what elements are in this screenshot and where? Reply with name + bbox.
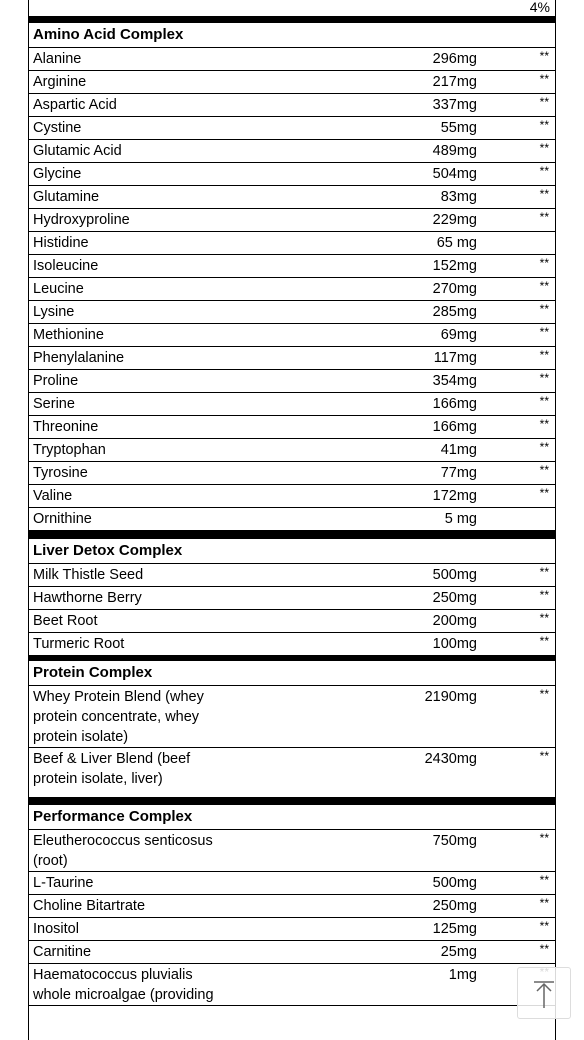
ingredient-row	[29, 347, 555, 370]
daily-value-marker: **	[539, 463, 549, 477]
ingredient-row	[29, 941, 555, 964]
ingredient-name: L-Taurine	[33, 875, 94, 891]
ingredient-name: Eleutherococcus senticosus (root)	[33, 833, 213, 869]
daily-value-marker: **	[539, 95, 549, 109]
daily-value-marker: **	[539, 72, 549, 86]
ingredient-amount: 217mg	[432, 74, 477, 90]
ingredient-row	[29, 209, 555, 232]
ingredient-name: Haematococcus pluvialis whole microalgae (providing	[33, 967, 214, 1003]
ingredient-row	[29, 508, 555, 531]
ingredient-amount: 125mg	[432, 921, 477, 937]
ingredient-amount: 354mg	[432, 373, 477, 389]
ingredient-name: Threonine	[33, 419, 99, 435]
ingredient-name: Choline Bitartrate	[33, 898, 146, 914]
ingredient-amount: 504mg	[432, 166, 477, 182]
daily-value-percent: 4%	[529, 0, 550, 15]
ingredient-row	[29, 393, 555, 416]
ingredient-amount: 285mg	[432, 304, 477, 320]
ingredient-name: Alanine	[33, 51, 82, 67]
daily-value-marker: **	[539, 588, 549, 602]
ingredient-row	[29, 416, 555, 439]
ingredient-name: Turmeric Root	[33, 636, 125, 652]
ingredient-amount: 270mg	[432, 281, 477, 297]
ingredient-amount: 2430mg	[424, 751, 477, 767]
ingredient-name: Methionine	[33, 327, 104, 343]
ingredient-amount: 100mg	[432, 636, 477, 652]
ingredient-amount: 69mg	[440, 327, 477, 343]
ingredient-sections	[29, 23, 555, 1006]
section-title: Performance Complex	[29, 805, 555, 830]
ingredient-row	[29, 964, 555, 1006]
ingredient-name: Proline	[33, 373, 79, 389]
ingredient-name: Tryptophan	[33, 442, 106, 458]
ingredient-name: Serine	[33, 396, 75, 412]
daily-value-marker: **	[539, 919, 549, 933]
ingredient-amount: 500mg	[432, 567, 477, 583]
ingredient-name: Tyrosine	[33, 465, 88, 481]
arrow-up-to-top-icon	[518, 968, 570, 1018]
ingredient-row	[29, 255, 555, 278]
ingredient-row	[29, 895, 555, 918]
daily-value-marker: **	[539, 873, 549, 887]
daily-value-marker: **	[539, 634, 549, 648]
ingredient-row	[29, 872, 555, 895]
ingredient-name: Lysine	[33, 304, 75, 320]
ingredient-row	[29, 94, 555, 117]
daily-value-marker: **	[539, 394, 549, 408]
ingredient-row	[29, 610, 555, 633]
ingredient-amount: 1mg	[448, 967, 477, 983]
ingredient-row	[29, 163, 555, 186]
ingredient-name: Milk Thistle Seed	[33, 567, 144, 583]
ingredient-name: Ornithine	[33, 511, 92, 527]
daily-value-marker: **	[539, 371, 549, 385]
daily-value-marker: **	[539, 896, 549, 910]
daily-value-marker: **	[539, 942, 549, 956]
daily-value-marker: **	[539, 118, 549, 132]
daily-value-marker: **	[539, 210, 549, 224]
scroll-to-top-button[interactable]	[517, 967, 571, 1019]
section-divider	[29, 531, 555, 539]
ingredient-name: Beef & Liver Blend (beef protein isolate, liver)	[33, 751, 191, 787]
daily-value-marker: **	[539, 302, 549, 316]
ingredient-row	[29, 686, 555, 748]
ingredient-name: Glycine	[33, 166, 82, 182]
daily-value-marker: **	[539, 348, 549, 362]
ingredient-amount: 152mg	[432, 258, 477, 274]
ingredient-amount: 65 mg	[436, 235, 477, 251]
daily-value-marker: **	[539, 325, 549, 339]
ingredient-row	[29, 301, 555, 324]
daily-value-marker	[477, 233, 555, 254]
ingredient-row	[29, 587, 555, 610]
ingredient-name: Carnitine	[33, 944, 92, 960]
section-divider	[29, 797, 555, 805]
ingredient-row	[29, 186, 555, 209]
ingredient-row	[29, 564, 555, 587]
ingredient-amount: 5 mg	[444, 511, 477, 527]
daily-value-marker: **	[539, 279, 549, 293]
ingredient-name: Histidine	[33, 235, 89, 251]
ingredient-row	[29, 633, 555, 656]
ingredient-name: Inositol	[33, 921, 79, 937]
ingredient-name: Isoleucine	[33, 258, 99, 274]
ingredient-name: Hydroxyproline	[33, 212, 130, 228]
section-title: Liver Detox Complex	[29, 539, 555, 564]
ingredient-name: Leucine	[33, 281, 84, 297]
ingredient-row	[29, 324, 555, 347]
daily-value-marker: **	[539, 611, 549, 625]
ingredient-row	[29, 748, 555, 789]
daily-value-marker: **	[539, 440, 549, 454]
ingredient-amount: 200mg	[432, 613, 477, 629]
daily-value-marker: **	[539, 141, 549, 155]
ingredient-amount: 489mg	[432, 143, 477, 159]
ingredient-amount: 296mg	[432, 51, 477, 67]
ingredient-row	[29, 918, 555, 941]
ingredient-row	[29, 48, 555, 71]
ingredient-amount: 229mg	[432, 212, 477, 228]
daily-value-marker	[477, 509, 555, 530]
ingredient-row	[29, 370, 555, 393]
ingredient-row	[29, 232, 555, 255]
section-title: Amino Acid Complex	[29, 23, 555, 48]
ingredient-row	[29, 462, 555, 485]
ingredient-row	[29, 140, 555, 163]
ingredient-amount: 337mg	[432, 97, 477, 113]
ingredient-name: Phenylalanine	[33, 350, 125, 366]
supplement-facts-panel	[28, 0, 556, 1040]
ingredient-name: Whey Protein Blend (whey protein concentrate, whey protein isolate)	[33, 689, 204, 745]
daily-value-marker: **	[539, 565, 549, 579]
ingredient-name: Glutamine	[33, 189, 100, 205]
ingredient-amount: 2190mg	[424, 689, 477, 705]
spacer	[29, 789, 555, 797]
daily-value-marker: **	[539, 49, 549, 63]
ingredient-amount: 750mg	[432, 833, 477, 849]
thick-divider	[29, 16, 555, 23]
daily-value-marker: **	[539, 687, 549, 701]
ingredient-name: Cystine	[33, 120, 82, 136]
ingredient-amount: 500mg	[432, 875, 477, 891]
daily-value-marker: **	[539, 187, 549, 201]
ingredient-amount: 172mg	[432, 488, 477, 504]
ingredient-row	[29, 830, 555, 872]
ingredient-name: Arginine	[33, 74, 87, 90]
ingredient-amount: 83mg	[440, 189, 477, 205]
ingredient-name: Valine	[33, 488, 73, 504]
ingredient-amount: 117mg	[433, 350, 477, 366]
section-title: Protein Complex	[29, 661, 555, 686]
ingredient-row	[29, 71, 555, 94]
ingredient-amount: 55mg	[440, 120, 477, 136]
daily-value-marker: **	[539, 749, 549, 763]
ingredient-name: Aspartic Acid	[33, 97, 117, 113]
ingredient-name: Beet Root	[33, 613, 98, 629]
ingredient-amount: 77mg	[440, 465, 477, 481]
daily-value-marker: **	[539, 831, 549, 845]
ingredient-amount: 25mg	[440, 944, 477, 960]
ingredient-name: Glutamic Acid	[33, 143, 122, 159]
ingredient-row	[29, 485, 555, 508]
ingredient-amount: 250mg	[432, 898, 477, 914]
ingredient-row	[29, 439, 555, 462]
ingredient-name: Hawthorne Berry	[33, 590, 142, 606]
ingredient-row	[29, 117, 555, 140]
ingredient-amount: 166mg	[432, 396, 477, 412]
ingredient-amount: 166mg	[432, 419, 477, 435]
ingredient-row	[29, 278, 555, 301]
daily-value-marker: **	[539, 256, 549, 270]
ingredient-amount: 250mg	[432, 590, 477, 606]
ingredient-amount: 41mg	[440, 442, 477, 458]
daily-value-marker: **	[539, 486, 549, 500]
daily-value-marker: **	[539, 417, 549, 431]
daily-value-marker: **	[539, 164, 549, 178]
